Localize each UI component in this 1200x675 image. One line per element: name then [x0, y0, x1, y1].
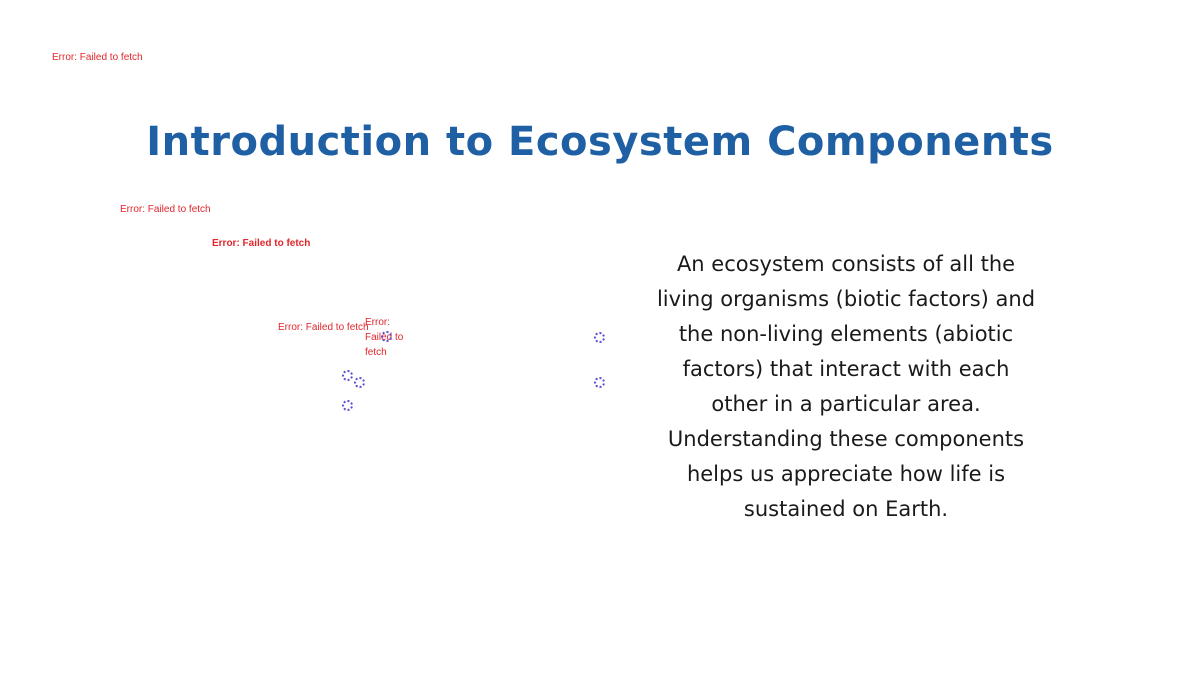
- error-message: Error: Failed to fetch: [365, 317, 404, 358]
- error-message: Error: Failed to fetch: [120, 204, 211, 215]
- page-title: Introduction to Ecosystem Components: [146, 119, 1054, 165]
- loading-spinner-icon: [594, 377, 605, 388]
- loading-spinner-icon: [342, 400, 353, 411]
- error-message: Error: Failed to fetch: [278, 322, 369, 333]
- loading-spinner-icon: [342, 370, 353, 381]
- loading-spinner-icon: [354, 377, 365, 388]
- loading-spinner-icon: [594, 332, 605, 343]
- intro-paragraph: An ecosystem consists of all the living organisms (biotic factors) and the non-living elements (abiotic factors) that interact with each other in a particular area. Understanding these components helps us appreciate how life is sustained on Earth.: [656, 252, 1036, 521]
- loading-spinner-icon: [381, 331, 392, 342]
- error-message: Error: Failed to fetch: [212, 238, 311, 249]
- error-message: Error: Failed to fetch: [52, 52, 143, 63]
